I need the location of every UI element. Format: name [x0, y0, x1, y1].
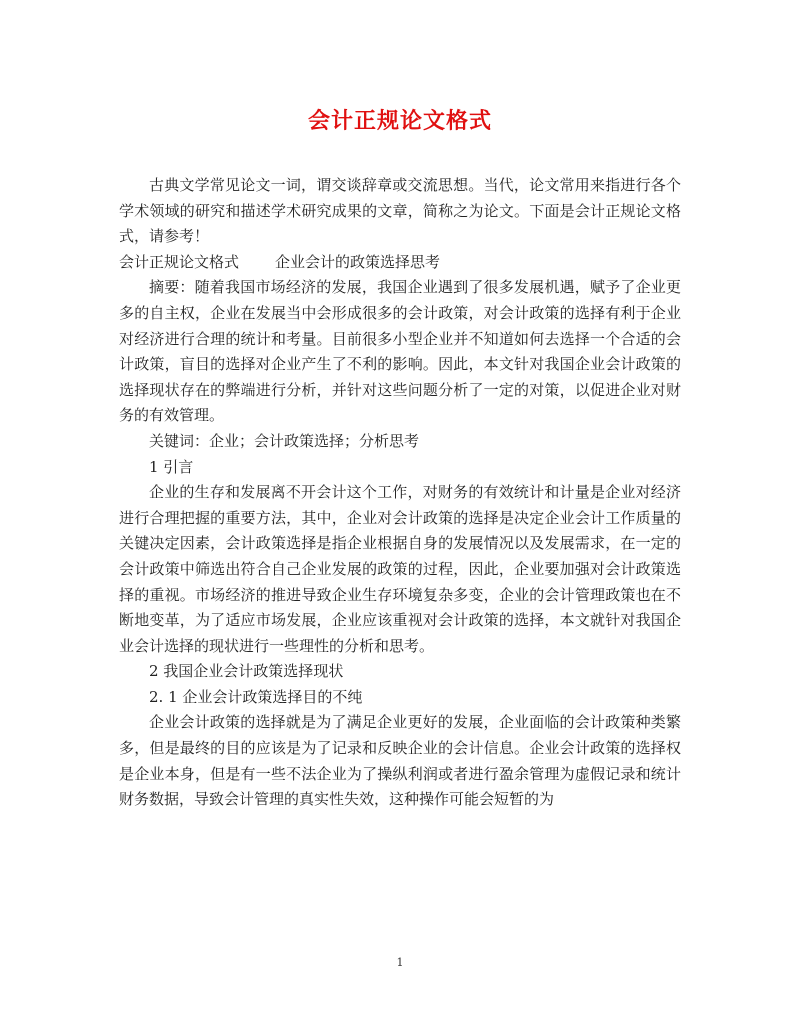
heading-section-2-1: 2. 1 企业会计政策选择目的不纯: [149, 687, 363, 706]
abstract-paragraph: 摘要：随着我国市场经济的发展，我国企业遇到了很多发展机遇，赋予了企业更多的自主权，企业在发展当中会形成很多的会计政策，对会计政策的选择有利于企业对经济进行合理的统计和考量。目前很多小型企业并不知道如何去选择一个合适的会计政策，盲目的选择对企业产生了不利的影响。因此，本文针对我国企业会计政策的选择现状存在的弊端进行分析，并针对这些问题分析了一定的对策，以促进企业对财务的有效管理。: [119, 278, 681, 425]
document-title: 会计正规论文格式: [307, 108, 492, 134]
intro-paragraph: 古典文学常见论文一词，谓交谈辞章或交流思想。当代，论文常用来指进行各个学术领域的研究和描述学术研究成果的文章，简称之为论文。下面是会计正规论文格式，请参考！: [119, 176, 681, 246]
article-title: 企业会计的政策选择思考: [275, 252, 441, 271]
document-body: [119, 173, 681, 813]
keywords-line: 关键词：企业；会计政策选择；分析思考: [149, 431, 420, 450]
heading-section-2: 2 我国企业会计政策选择现状: [149, 662, 344, 681]
paragraph-section-2-1: 企业会计政策的选择就是为了满足企业更好的发展，企业面临的会计政策种类繁多，但是最终的目的应该是为了记录和反映企业的会计信息。企业会计政策的选择权是企业本身，但是有一些不法企业为了操纵利润或者进行盈余管理为虚假记录和统计财务数据，导致会计管理的真实性失效，这种操作可能会短暂的为: [119, 713, 681, 809]
page-number: 1: [396, 956, 404, 969]
section-label: 会计正规论文格式: [119, 252, 240, 271]
heading-introduction: 1 引言: [149, 457, 194, 476]
section-heading-line: [119, 250, 681, 276]
paragraph-introduction: 企业的生存和发展离不开会计这个工作，对财务的有效统计和计量是企业对经济进行合理把握的重要方法，其中，企业对会计政策的选择是决定企业会计工作质量的关键决定因素，会计政策选择是指企业根据自身的发展情况以及发展需求，在一定的会计政策中筛选出符合自己企业发展的政策的过程，因此，企业要加强对会计政策选择的重视。市场经济的推进导致企业生存环境复杂多变，企业的会计管理政策也在不断地变革，为了适应市场发展，企业应该重视对会计政策的选择，本文就针对我国企业会计选择的现状进行一些理性的分析和思考。: [119, 483, 681, 655]
